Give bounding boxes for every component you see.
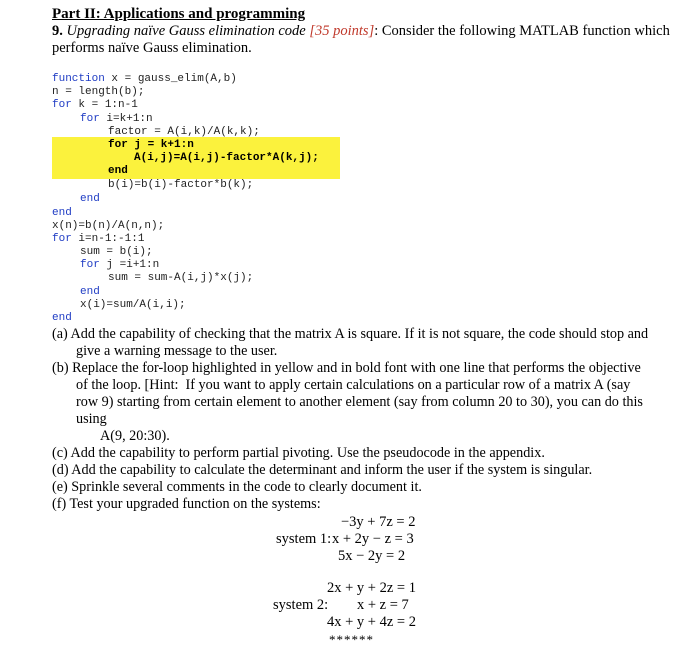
part-b-line-3: row 9) starting from certain element to another element (say from column 20 to 30), you can do this xyxy=(76,394,643,410)
part-f: (f) Test your upgraded function on the systems: xyxy=(52,496,321,512)
code-keyword: function xyxy=(52,73,105,85)
code-text: i=n-1:-1:1 xyxy=(71,233,145,245)
question-points: [35 points] xyxy=(309,23,375,39)
code-line-16: sum = sum-A(i,j)*x(j); xyxy=(108,272,254,284)
code-line-19: end xyxy=(52,312,72,324)
question-9-line-1 xyxy=(52,23,670,40)
code-line-8: end xyxy=(108,165,128,177)
code-line-9: b(i)=b(i)-factor*b(k); xyxy=(108,179,254,191)
code-line-15 xyxy=(80,259,159,273)
question-9-line-2: performs naïve Gauss elimination. xyxy=(52,40,252,56)
code-keyword: for xyxy=(80,259,100,271)
system-1-eq-3: 5x − 2y = 2 xyxy=(338,548,406,564)
code-line-4 xyxy=(80,113,153,127)
part-c: (c) Add the capability to perform partial pivoting. Use the pseudocode in the appendix. xyxy=(52,445,545,461)
question-intro-b: function which xyxy=(582,23,670,39)
code-line-7: A(i,j)=A(i,j)-factor*A(k,j); xyxy=(134,152,319,164)
code-keyword: for xyxy=(52,233,72,245)
part-a-line-1: (a) Add the capability of checking that the matrix A is square. If it is not square, the code should stop and xyxy=(52,326,649,342)
system-2-eq-1: 2x + y + 2z = 1 xyxy=(327,580,416,596)
part-d: (d) Add the capability to calculate the determinant and inform the user if the system is singular. xyxy=(52,462,593,478)
system-1-label: system 1: xyxy=(276,531,332,547)
code-text: k = 1:n-1 xyxy=(71,99,138,111)
system-1-eq-2: x + 2y − z = 3 xyxy=(332,531,414,547)
code-line-3 xyxy=(52,99,138,113)
code-text: i=k+1:n xyxy=(99,113,153,125)
system-2-eq-2: x + z = 7 xyxy=(357,597,409,613)
part-b-line-1: (b) Replace the for-loop highlighted in yellow and in bold font with one line that performs the objective xyxy=(52,360,641,376)
code-line-2: n = length(b); xyxy=(52,86,145,98)
code-line-6: for j = k+1:n xyxy=(108,139,194,151)
code-line-5: factor = A(i,k)/A(k,k); xyxy=(108,126,260,138)
question-number: 9. xyxy=(52,23,63,39)
code-text: x = gauss_elim(A,b) xyxy=(104,73,237,85)
code-line-13 xyxy=(52,233,144,247)
part-e: (e) Sprinkle several comments in the code to clearly document it. xyxy=(52,479,422,495)
code-keyword: for xyxy=(52,99,72,111)
code-line-10: end xyxy=(80,193,100,205)
question-title: Upgrading naïve Gauss elimination code xyxy=(66,23,306,39)
system-2-eq-3: 4x + y + 4z = 2 xyxy=(327,614,416,630)
code-line-18: x(i)=sum/A(i,i); xyxy=(80,299,186,311)
system-2-label: system 2: xyxy=(273,597,329,613)
code-line-11: end xyxy=(52,207,72,219)
section-heading: Part II: Applications and programming xyxy=(52,6,306,22)
code-line-1 xyxy=(52,73,237,87)
part-b-line-5: A(9, 20:30). xyxy=(100,428,170,444)
system-1-eq-1: −3y + 7z = 2 xyxy=(341,514,416,530)
end-stars: ****** xyxy=(329,632,374,647)
question-intro-a: : Consider the following xyxy=(374,23,516,39)
part-b-line-2: of the loop. [Hint: If you want to apply certain calculations on a particular row of a matrix A (say xyxy=(76,377,631,393)
code-line-12: x(n)=b(n)/A(n,n); xyxy=(52,220,165,232)
code-text: j =i+1:n xyxy=(99,259,160,271)
code-line-14: sum = b(i); xyxy=(80,246,153,258)
code-line-17: end xyxy=(80,286,100,298)
matlab-label: MATLAB xyxy=(519,23,579,39)
code-keyword: for xyxy=(80,113,100,125)
part-a-line-2: give a warning message to the user. xyxy=(76,343,278,359)
part-b-line-4: using xyxy=(76,411,107,427)
